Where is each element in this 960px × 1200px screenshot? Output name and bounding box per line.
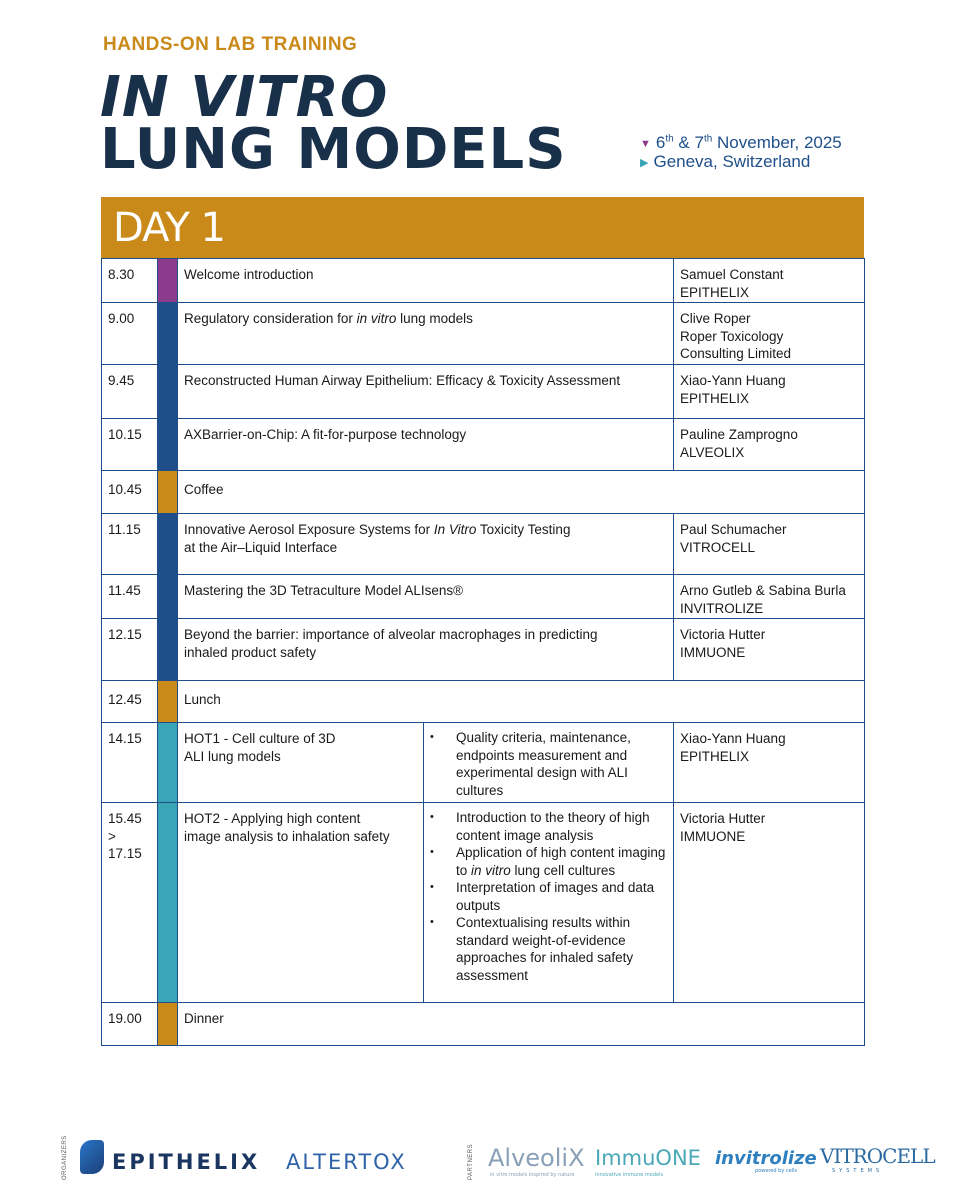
speaker-cell (673, 419, 865, 470)
invitrolize-logo: invitrolize (715, 1148, 817, 1169)
time-cell: 10.15 (108, 427, 142, 442)
immuone-tagline: innovative immune models (595, 1172, 664, 1178)
note-text: Application of high content imaging to (456, 845, 666, 878)
table-row (102, 302, 864, 364)
speaker-name: Paul Schumacher (680, 522, 787, 537)
speaker-name: Victoria Hutter (680, 627, 766, 642)
date-sup2: th (703, 133, 713, 145)
day-banner: DAY 1 (101, 197, 864, 258)
event-date (640, 133, 842, 153)
table-row (102, 258, 864, 302)
category-bar (157, 723, 178, 802)
location-text: Geneva, Switzerland (653, 152, 811, 171)
epithelix-logo: EPITHELIX (112, 1150, 261, 1174)
speaker-name: Xiao-Yann Huang (680, 373, 786, 388)
altertox-logo: ALTERTOX (286, 1150, 407, 1174)
title-line-2: LUNG MODELS (100, 117, 567, 182)
speaker-cell (673, 514, 865, 574)
list-item (430, 844, 667, 879)
topic-text: HOT2 - Applying high content (184, 811, 361, 826)
note-italic: in vitro (471, 862, 511, 878)
organizers-label: ORGANIZERS (62, 1135, 68, 1180)
time-cell (108, 810, 142, 863)
triangle-bullet-icon: ▼ (640, 138, 651, 150)
topic-cell: Lunch (184, 692, 221, 707)
list-item: • Interpretation of images and data outputs (430, 879, 667, 914)
time-cell: 10.45 (108, 482, 142, 497)
category-bar (157, 803, 178, 1002)
topic-cell (184, 730, 336, 765)
table-row (102, 722, 864, 802)
title-line-1: IN VITRO (100, 65, 389, 130)
topic-text: HOT1 - Cell culture of 3D (184, 731, 336, 746)
topic-cell: Welcome introduction (184, 267, 314, 282)
category-bar (157, 365, 178, 418)
table-row (102, 574, 864, 618)
topic-cell: Reconstructed Human Airway Epithelium: Efficacy & Toxicity Assessment (184, 373, 621, 388)
topic-text: Toxicity Testing (476, 522, 571, 537)
topic-text: ALI lung models (184, 748, 281, 764)
category-bar (157, 1003, 178, 1045)
time-cell: 14.15 (108, 731, 142, 746)
topic-text: lung models (396, 311, 473, 326)
immuone-logo: ImmuONE (595, 1146, 701, 1170)
topic-cell (184, 521, 570, 556)
notes-cell (423, 723, 673, 802)
category-bar (157, 419, 178, 470)
category-bar (157, 619, 178, 680)
topic-cell: Dinner (184, 1011, 224, 1026)
speaker-cell (673, 575, 865, 618)
topic-text: Beyond the barrier: importance of alveolar macrophages in predicting (184, 627, 598, 642)
list-item: • Quality criteria, maintenance, endpoints measurement and experimental design with ALI cultures (430, 729, 667, 799)
time-cell: 9.45 (108, 373, 135, 388)
date-and: & 7 (673, 133, 704, 152)
time-cell: 19.00 (108, 1011, 142, 1026)
table-row (102, 513, 864, 574)
speaker-cell (673, 803, 865, 1002)
topic-cell: Mastering the 3D Tetraculture Model ALIsens® (184, 583, 464, 598)
table-row (102, 470, 864, 513)
speaker-org: IMMUONE (680, 828, 746, 844)
speaker-name: Samuel Constant (680, 267, 784, 282)
speaker-name: Xiao-Yann Huang (680, 731, 786, 746)
category-bar (157, 681, 178, 722)
vitrocell-tagline: SYSTEMS (832, 1168, 884, 1174)
category-bar (157, 471, 178, 513)
epithelix-logo-icon (80, 1140, 104, 1174)
speaker-name: Clive Roper (680, 311, 751, 326)
table-row (102, 418, 864, 470)
topic-cell (184, 310, 473, 328)
table-row (102, 680, 864, 722)
invitrolize-tagline: powered by cells (755, 1168, 798, 1174)
speaker-org: Roper Toxicology (680, 328, 784, 344)
topic-cell: AXBarrier-on-Chip: A fit-for-purpose technology (184, 427, 467, 442)
schedule-table (101, 258, 865, 1046)
topic-cell (184, 626, 597, 661)
list-item: • Contextualising results within standard weight-of-evidence approaches for inhaled safety assessment (430, 914, 667, 984)
time-cell: 9.00 (108, 311, 135, 326)
alveolix-logo: AlveoliX (488, 1144, 585, 1172)
time-start: 15.45 (108, 811, 142, 826)
speaker-cell (673, 723, 865, 802)
speaker-org: INVITROLIZE (680, 600, 764, 616)
speaker-org: IMMUONE (680, 644, 746, 660)
table-row (102, 364, 864, 418)
topic-text: inhaled product safety (184, 644, 317, 660)
vitrocell-logo: VITROCELL (820, 1144, 935, 1168)
time-cell: 11.45 (108, 583, 141, 598)
date-sup1: th (665, 133, 674, 145)
speaker-cell (673, 619, 865, 680)
time-arrow: > (108, 828, 116, 844)
topic-text: Innovative Aerosol Exposure Systems for (184, 522, 434, 537)
topic-cell: Coffee (184, 482, 224, 497)
table-row (102, 1002, 864, 1045)
time-cell: 12.45 (108, 692, 142, 707)
time-cell: 8.30 (108, 267, 135, 282)
event-location (640, 152, 810, 172)
alveolix-tagline: in vitro models inspired by nature (490, 1172, 575, 1178)
topic-italic: in vitro (356, 311, 397, 326)
speaker-cell (673, 259, 865, 302)
topic-cell (184, 810, 390, 845)
speaker-org: Consulting Limited (680, 346, 792, 361)
speaker-name: Arno Gutleb & Sabina Burla (680, 583, 846, 598)
partners-label: PARTNERS (468, 1143, 474, 1180)
category-bar (157, 514, 178, 574)
table-row (102, 802, 864, 1002)
date-day1: 6 (655, 133, 666, 152)
time-cell: 11.15 (108, 522, 141, 537)
footer-logos (60, 1130, 935, 1190)
topic-text: at the Air–Liquid Interface (184, 539, 338, 555)
speaker-org: EPITHELIX (680, 284, 750, 300)
speaker-name: Victoria Hutter (680, 811, 766, 826)
table-row (102, 618, 864, 680)
time-end: 17.15 (108, 846, 142, 861)
speaker-org: EPITHELIX (680, 390, 750, 406)
category-bar (157, 259, 178, 302)
speaker-cell (673, 303, 865, 364)
note-text: lung cell cultures (510, 862, 616, 878)
category-bar (157, 575, 178, 618)
list-item: • Introduction to the theory of high content image analysis (430, 809, 667, 844)
topic-text: Regulatory consideration for (184, 311, 357, 326)
speaker-org: EPITHELIX (680, 748, 750, 764)
speaker-name: Pauline Zamprogno (680, 427, 798, 442)
category-bar (157, 303, 178, 364)
notes-cell (423, 803, 673, 1002)
triangle-bullet-icon: ▶ (640, 157, 649, 169)
speaker-org: VITROCELL (680, 539, 756, 555)
topic-text: image analysis to inhalation safety (184, 828, 390, 844)
speaker-org: ALVEOLIX (680, 444, 745, 460)
kicker: HANDS-ON LAB TRAINING (103, 34, 358, 55)
speaker-cell (673, 365, 865, 418)
date-rest: November, 2025 (712, 133, 842, 152)
topic-italic: In Vitro (433, 522, 477, 537)
time-cell: 12.15 (108, 627, 142, 642)
